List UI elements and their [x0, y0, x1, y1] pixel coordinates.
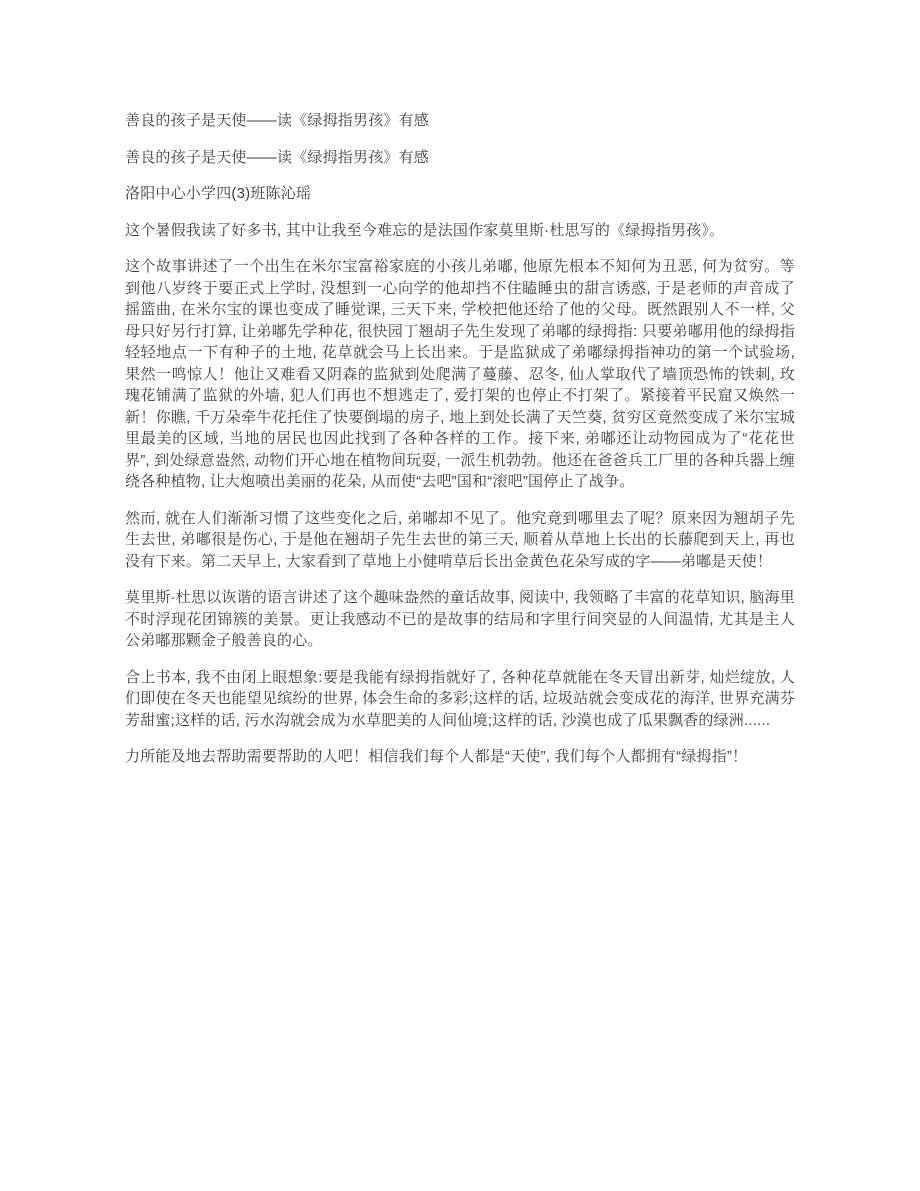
document-title: 善良的孩子是天使——读《绿拇指男孩》有感 [125, 112, 430, 129]
paragraph-ending: 然而, 就在人们渐渐习惯了这些变化之后, 弟嘟却不见了。他究竟到哪里去了呢？原来因为翘胡子先生去世, 弟嘟很是伤心, 于是他在翘胡子先生去世的第三天, 顺着从草地上长出的长藤爬到天上, 再也没有下来。第二天早上, 大家看到了草地上小健啃草后长出金黄色花朵写成的字——弟嘟是天使！ [125, 509, 795, 570]
paragraph-imagination: 合上书本, 我不由闭上眼想象:要是我能有绿拇指就好了, 各种花草就能在冬天冒出新芽, 灿烂绽放, 人们即使在冬天也能望见缤纷的世界, 体会生命的多彩;这样的话, 垃圾站就会变成花的海洋, 世界充满芬芳甜蜜;这样的话, 污水沟就会成为水草肥美的人间仙境;这样的话, 沙漠也成了瓜果飘香的绿洲...... [125, 668, 795, 729]
paragraph-reflection: 莫里斯·杜思以诙谐的语言讲述了这个趣味盎然的童话故事, 阅读中, 我领略了丰富的花草知识, 脑海里不时浮现花团锦簇的美景。更让我感动不已的是故事的结局和字里行间突显的人间温情, 尤其是主人公弟嘟那颗金子般善良的心。 [125, 589, 795, 649]
paragraph-story-summary: 这个故事讲述了一个出生在米尔宝富裕家庭的小孩儿弟嘟, 他原先根本不知何为丑恶, 何为贫穷。等到他八岁终于要正式上学时, 没想到一心向学的他却挡不住瞌睡虫的甜言诱惑, 于是老师的声音成了摇篮曲, 在米尔宝的课也变成了睡觉课, 三天下来, 学校把他还给了他的父母。既然跟别人不一样, 父母只好另行打算, 让弟嘟先学种花, 很快园丁翘胡子先生发现了弟嘟的绿拇指: 只要弟嘟用他的绿拇指轻轻地点一下有种子的土地, 花草就会马上长出来。于是监狱成了弟嘟绿拇指神功的第一个试验场, 果然一鸣惊人！他让又难看又阴森的监狱到处爬满了蔓藤、忍冬, 仙人掌取代了墙顶恐怖的铁刺, 玫瑰花铺满了监狱的外墙, 犯人们再也不想逃走了, 爱打架的也停止不打架了。紧接着平民窟又焕然一新！你瞧, 千万朵牵牛花托住了快要倒塌的房子, 地上到处长满了天竺葵, 贫穷区竟然变成了米尔宝城里最美的区域, 当地的居民也因此找到了各种各样的工作。接下来, 弟嘟还让动物园成为了“花花世界”, 到处绿意盎然, 动物们开心地在植物间玩耍, 一派生机勃勃。他还在爸爸兵工厂里的各种兵器上缠绕各种植物, 让大炮喷出美丽的花朵, 从而使“去吧”国和“滚吧”国停止了战争。 [125, 258, 795, 490]
document-body [125, 110, 795, 768]
document-title-repeat: 善良的孩子是天使——读《绿拇指男孩》有感 [125, 148, 430, 166]
document-byline: 洛阳中心小学四(3)班陈沁瑶 [125, 185, 312, 202]
paragraph-conclusion: 力所能及地去帮助需要帮助的人吧！相信我们每个人都是“天使”, 我们每个人都拥有“绿拇指”！ [125, 748, 748, 765]
paragraph-intro: 这个暑假我读了好多书, 其中让我至今难忘的是法国作家莫里斯·杜思写的《绿拇指男孩》。 [125, 221, 725, 239]
